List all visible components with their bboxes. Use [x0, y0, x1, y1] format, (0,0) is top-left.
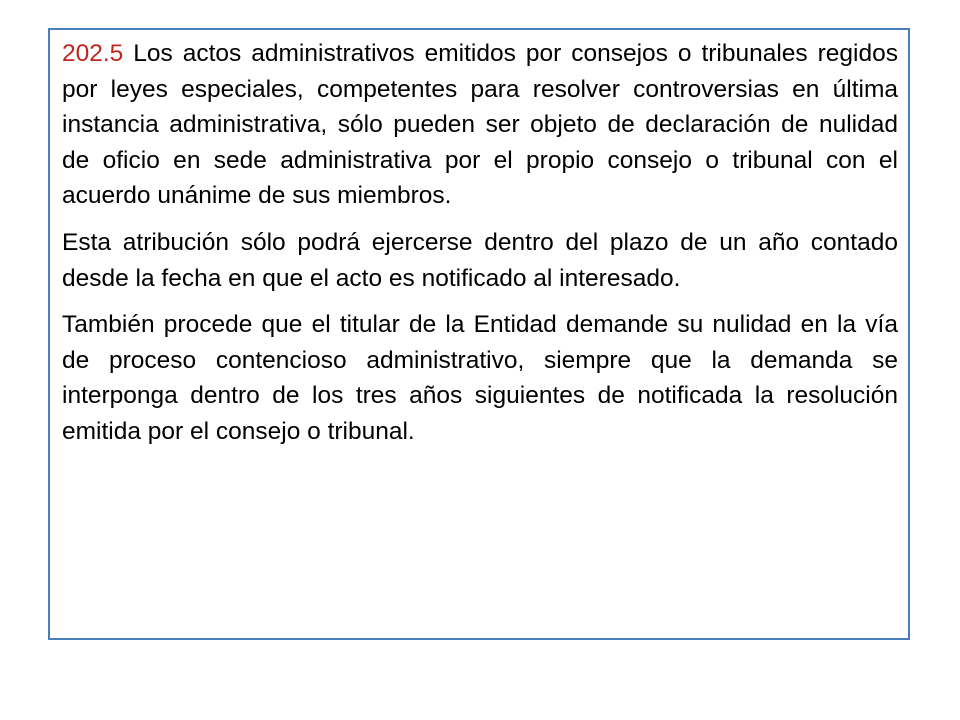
paragraph-article-202-5	[62, 36, 898, 214]
slide-text-box	[48, 28, 910, 640]
paragraph-2: Esta atribución sólo podrá ejercerse dentro del plazo de un año contado desde la fecha en que el acto es notificado al interesado.	[62, 228, 898, 292]
paragraph-1-text: Los actos administrativos emitidos por consejos o tribunales regidos por leyes especiales, competentes para resolver controversias en última instancia administrativa, sólo pueden ser objeto de declaración de nulidad de oficio en sede administrativa por el propio consejo o tribunal con el acuerdo unánime de sus miembros.	[62, 40, 898, 210]
paragraph-3: También procede que el titular de la Entidad demande su nulidad en la vía de proceso contencioso administrativo, siempre que la demanda se interponga dentro de los tres años siguientes de notificada la resolución emitida por el consejo o tribunal.	[62, 311, 898, 445]
legal-text-body	[62, 36, 898, 461]
article-number: 202.5	[62, 40, 124, 67]
